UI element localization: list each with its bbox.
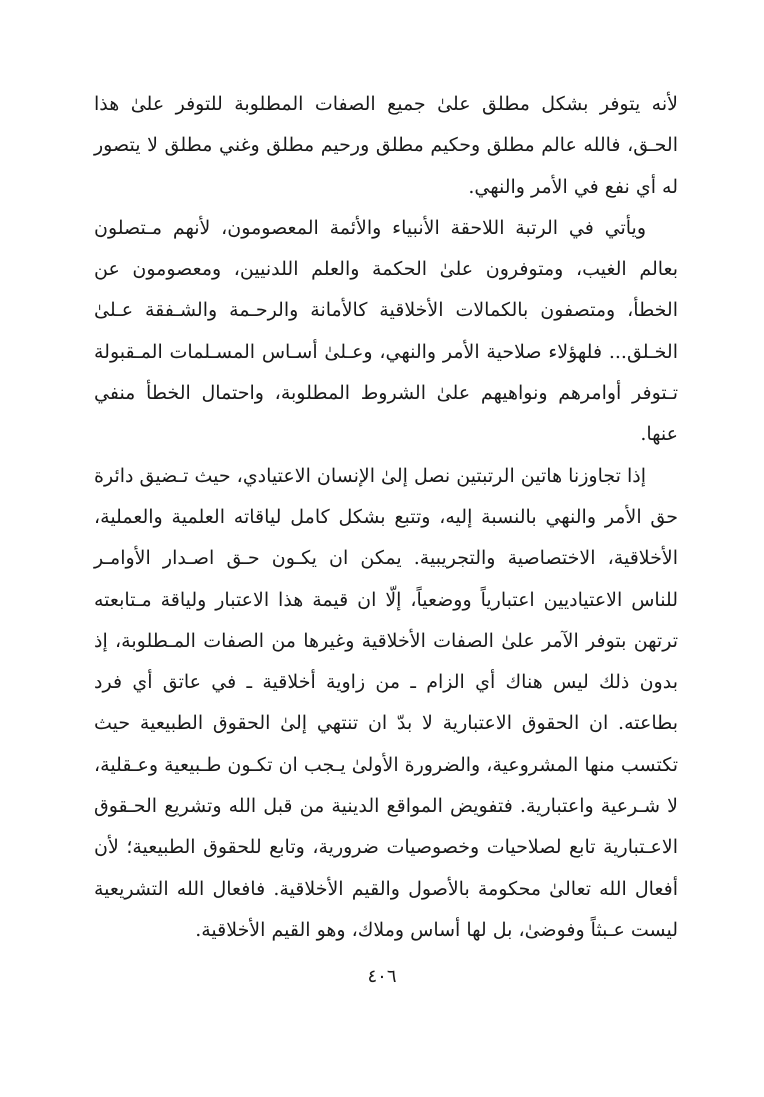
page-body <box>94 84 678 951</box>
paragraph-prophets-imams: ويأتي في الرتبة اللاحقة الأنبياء والأئمة المعصومون، لأنهم مـتصلون بعالم الغيب، ومتوفرون علىٰ الحكمة والعلم اللدنيين، ومعصومون عن الخطأ، ومتصفون بالكمالات الأخلاقية كالأمانة والرحـمة والشـفقة عـلىٰ الخـلق... فلهؤلاء صلاحية الأمر والنهي، وعـلىٰ أسـاس المسـلمات المـقبولة تـتوفر أوامرهم ونواهيهم علىٰ الشروط المطلوبة، واحتمال الخطأ منفي عنها. <box>94 216 678 446</box>
paragraph-continuation: لأنه يتوفر بشكل مطلق علىٰ جميع الصفات المطلوبة للتوفر علىٰ هذا الحـق، فالله عالم مطلق وحكيم مطلق ورحيم مطلق وغني مطلق لا يتصور له أي نفع في الأمر والنهي. <box>94 93 678 198</box>
paragraph-ordinary-human: إذا تجاوزنا هاتين الرتبتين نصل إلىٰ الإنسان الاعتيادي، حيث تـضيق دائرة حق الأمر والنهي بالنسبة إليه، وتتبع بشكل كامل لياقاته العلمية والعملية، الأخلاقية، الاختصاصية والتجريبية. يمكن ان يكـون حـق اصـدار الأوامـر للناس الاعتياديين اعتبارياً ووضعياً، إلّا ان قيمة هذا الاعتبار ولياقة مـتابعته ترتهن بتوفر الآمر علىٰ الصفات الأخلاقية وغيرها من الصفات المـطلوبة، إذ بدون ذلك ليس هناك أي الزام ـ من زاوية أخلاقية ـ في عاتق أي فرد بطاعته. ان الحقوق الاعتبارية لا بدّ ان تنتهي إلىٰ الحقوق الطبيعية حيث تكتسب منها المشروعية، والضرورة الأولىٰ يـجب ان تكـون طـبيعية وعـقلية، لا شـرعية واعتبارية. فتفويض المواقع الدينية من قبل الله وتشريع الحـقوق الاعـتبارية تابع لصلاحيات وخصوصيات ضرورية، وتابع للحقوق الطبيعية؛ لأن أفعال الله تعالىٰ محكومة بالأصول والقيم الأخلاقية. فافعال الله التشريعية ليست عـبثاً وفوضىٰ، بل لها أساس وملاك، وهو القيم الأخلاقية. <box>94 464 678 941</box>
page-number: ٤٠٦ <box>367 966 397 987</box>
